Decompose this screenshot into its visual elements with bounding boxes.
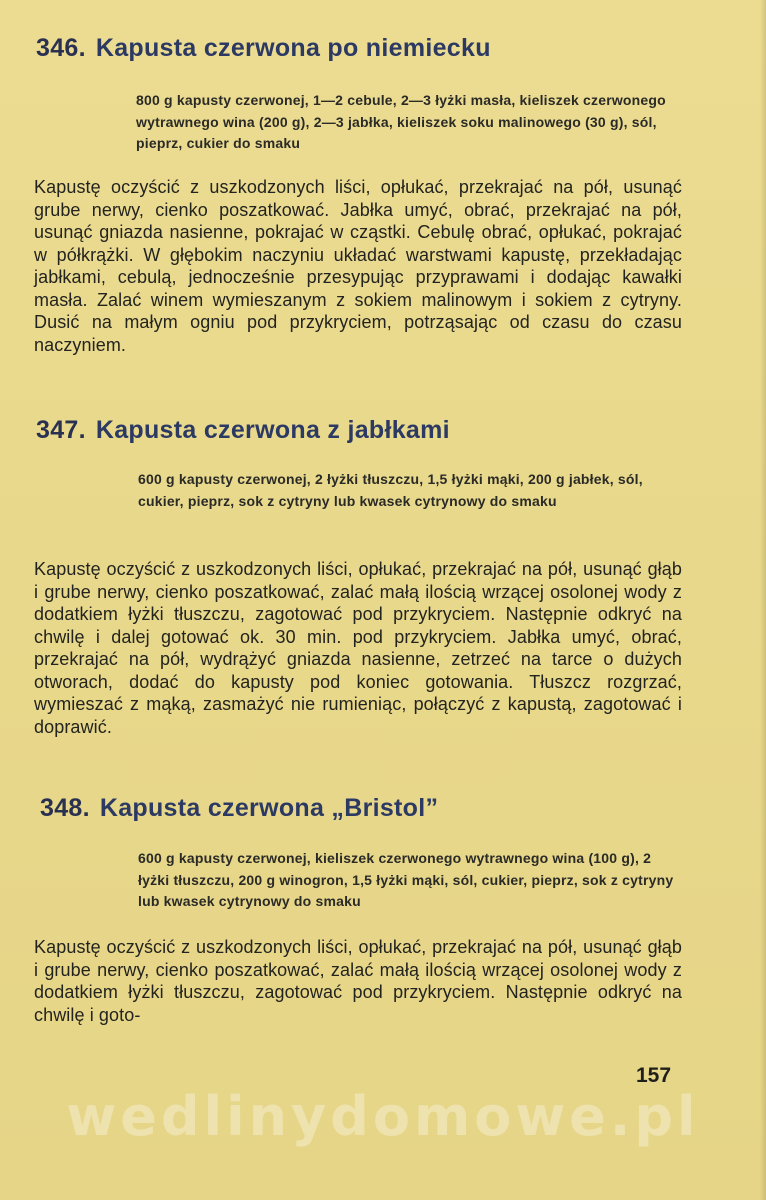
recipe-number: 347. (36, 416, 86, 444)
recipe-title: Kapusta czerwona „Bristol” (99, 794, 439, 822)
recipe-348-ingredients: 600 g kapusty czerwonej, kieliszek czerwonego wytrawnego wina (100 g), 2 łyżki tłuszczu, 200 g winogron, 1,5 łyżki mąki, sól, cukier, pieprz, sok z cytryny lub kwasek cytrynowy do smaku (138, 850, 674, 909)
method-paragraph: Kapustę oczyścić z uszkodzonych liści, opłukać, przekrajać na pół, usunąć głąb i grube nerwy, cienko poszatkować, zalać małą ilością wrzącej osolonej wody z dodatkiem łyżki tłuszczu, zagotować pod przykryciem. Następnie odkryć na chwilę i goto- (34, 937, 682, 1025)
recipe-number: 348. (40, 794, 90, 822)
method-paragraph: Kapustę oczyścić z uszkodzonych liści, opłukać, przekrajać na pół, usunąć grube nerwy, cienko poszatkować. Jabłka umyć, obrać, przekrajać na pół, usunąć gniazda nasienne, pokrajać w cząstki. Cebulę obrać, opłukać, pokrajać w półkrążki. W głębokim naczyniu układać warstwami kapustę, przekładając jabłkami, cebulą, jednocześnie przesypując przyprawami i dodając kawałki masła. Zalać winem wymieszanym z sokiem malinowym i sokiem z cytryny. Dusić na małym ogniu pod przykryciem, potrząsając od czasu do czasu naczyniem. (34, 177, 682, 355)
recipe-347-ingredients: 600 g kapusty czerwonej, 2 łyżki tłuszczu, 1,5 łyżki mąki, 200 g jabłek, sól, cukier, pieprz, sok z cytryny lub kwasek cytrynowy do smaku (138, 471, 643, 509)
method-paragraph: Kapustę oczyścić z uszkodzonych liści, opłukać, przekrajać na pół, usunąć głąb i grube nerwy, cienko poszatkować, zalać małą ilością wrzącej osolonej wody z dodatkiem łyżki tłuszczu, zagotować pod przykryciem. Następnie odkryć na chwilę i dalej gotować ok. 30 min. pod przykryciem. Jabłka umyć, obrać, przekrajać na pół, wydrążyć gniazda nasienne, zetrzeć na tarce o dużych otworach, dodać do kapusty pod koniec gotowania. Tłuszcz rozgrzać, wymieszać z mąką, zasmażyć nie rumieniąc, połączyć z kapustą, zagotować i doprawić. (34, 559, 682, 737)
watermark: wedlinydomowe.pl (66, 1085, 700, 1148)
page-edge-shadow (760, 0, 766, 1200)
recipe-346-method (34, 176, 682, 356)
recipe-title: Kapusta czerwona z jabłkami (95, 416, 450, 444)
recipe-347-method (34, 558, 682, 738)
page-number: 157 (636, 1064, 672, 1087)
recipe-346-ingredients: 800 g kapusty czerwonej, 1—2 cebule, 2—3 łyżki masła, kieliszek czerwonego wytrawnego wina (200 g), 2—3 jabłka, kieliszek soku malinowego (30 g), sól, pieprz, cukier do smaku (136, 92, 666, 151)
recipe-title: Kapusta czerwona po niemiecku (95, 34, 491, 62)
recipe-348-method (34, 936, 682, 1026)
recipe-346-heading (36, 34, 491, 63)
recipe-347-heading (36, 416, 450, 445)
recipe-348-heading (40, 794, 438, 823)
recipe-number: 346. (36, 34, 86, 62)
